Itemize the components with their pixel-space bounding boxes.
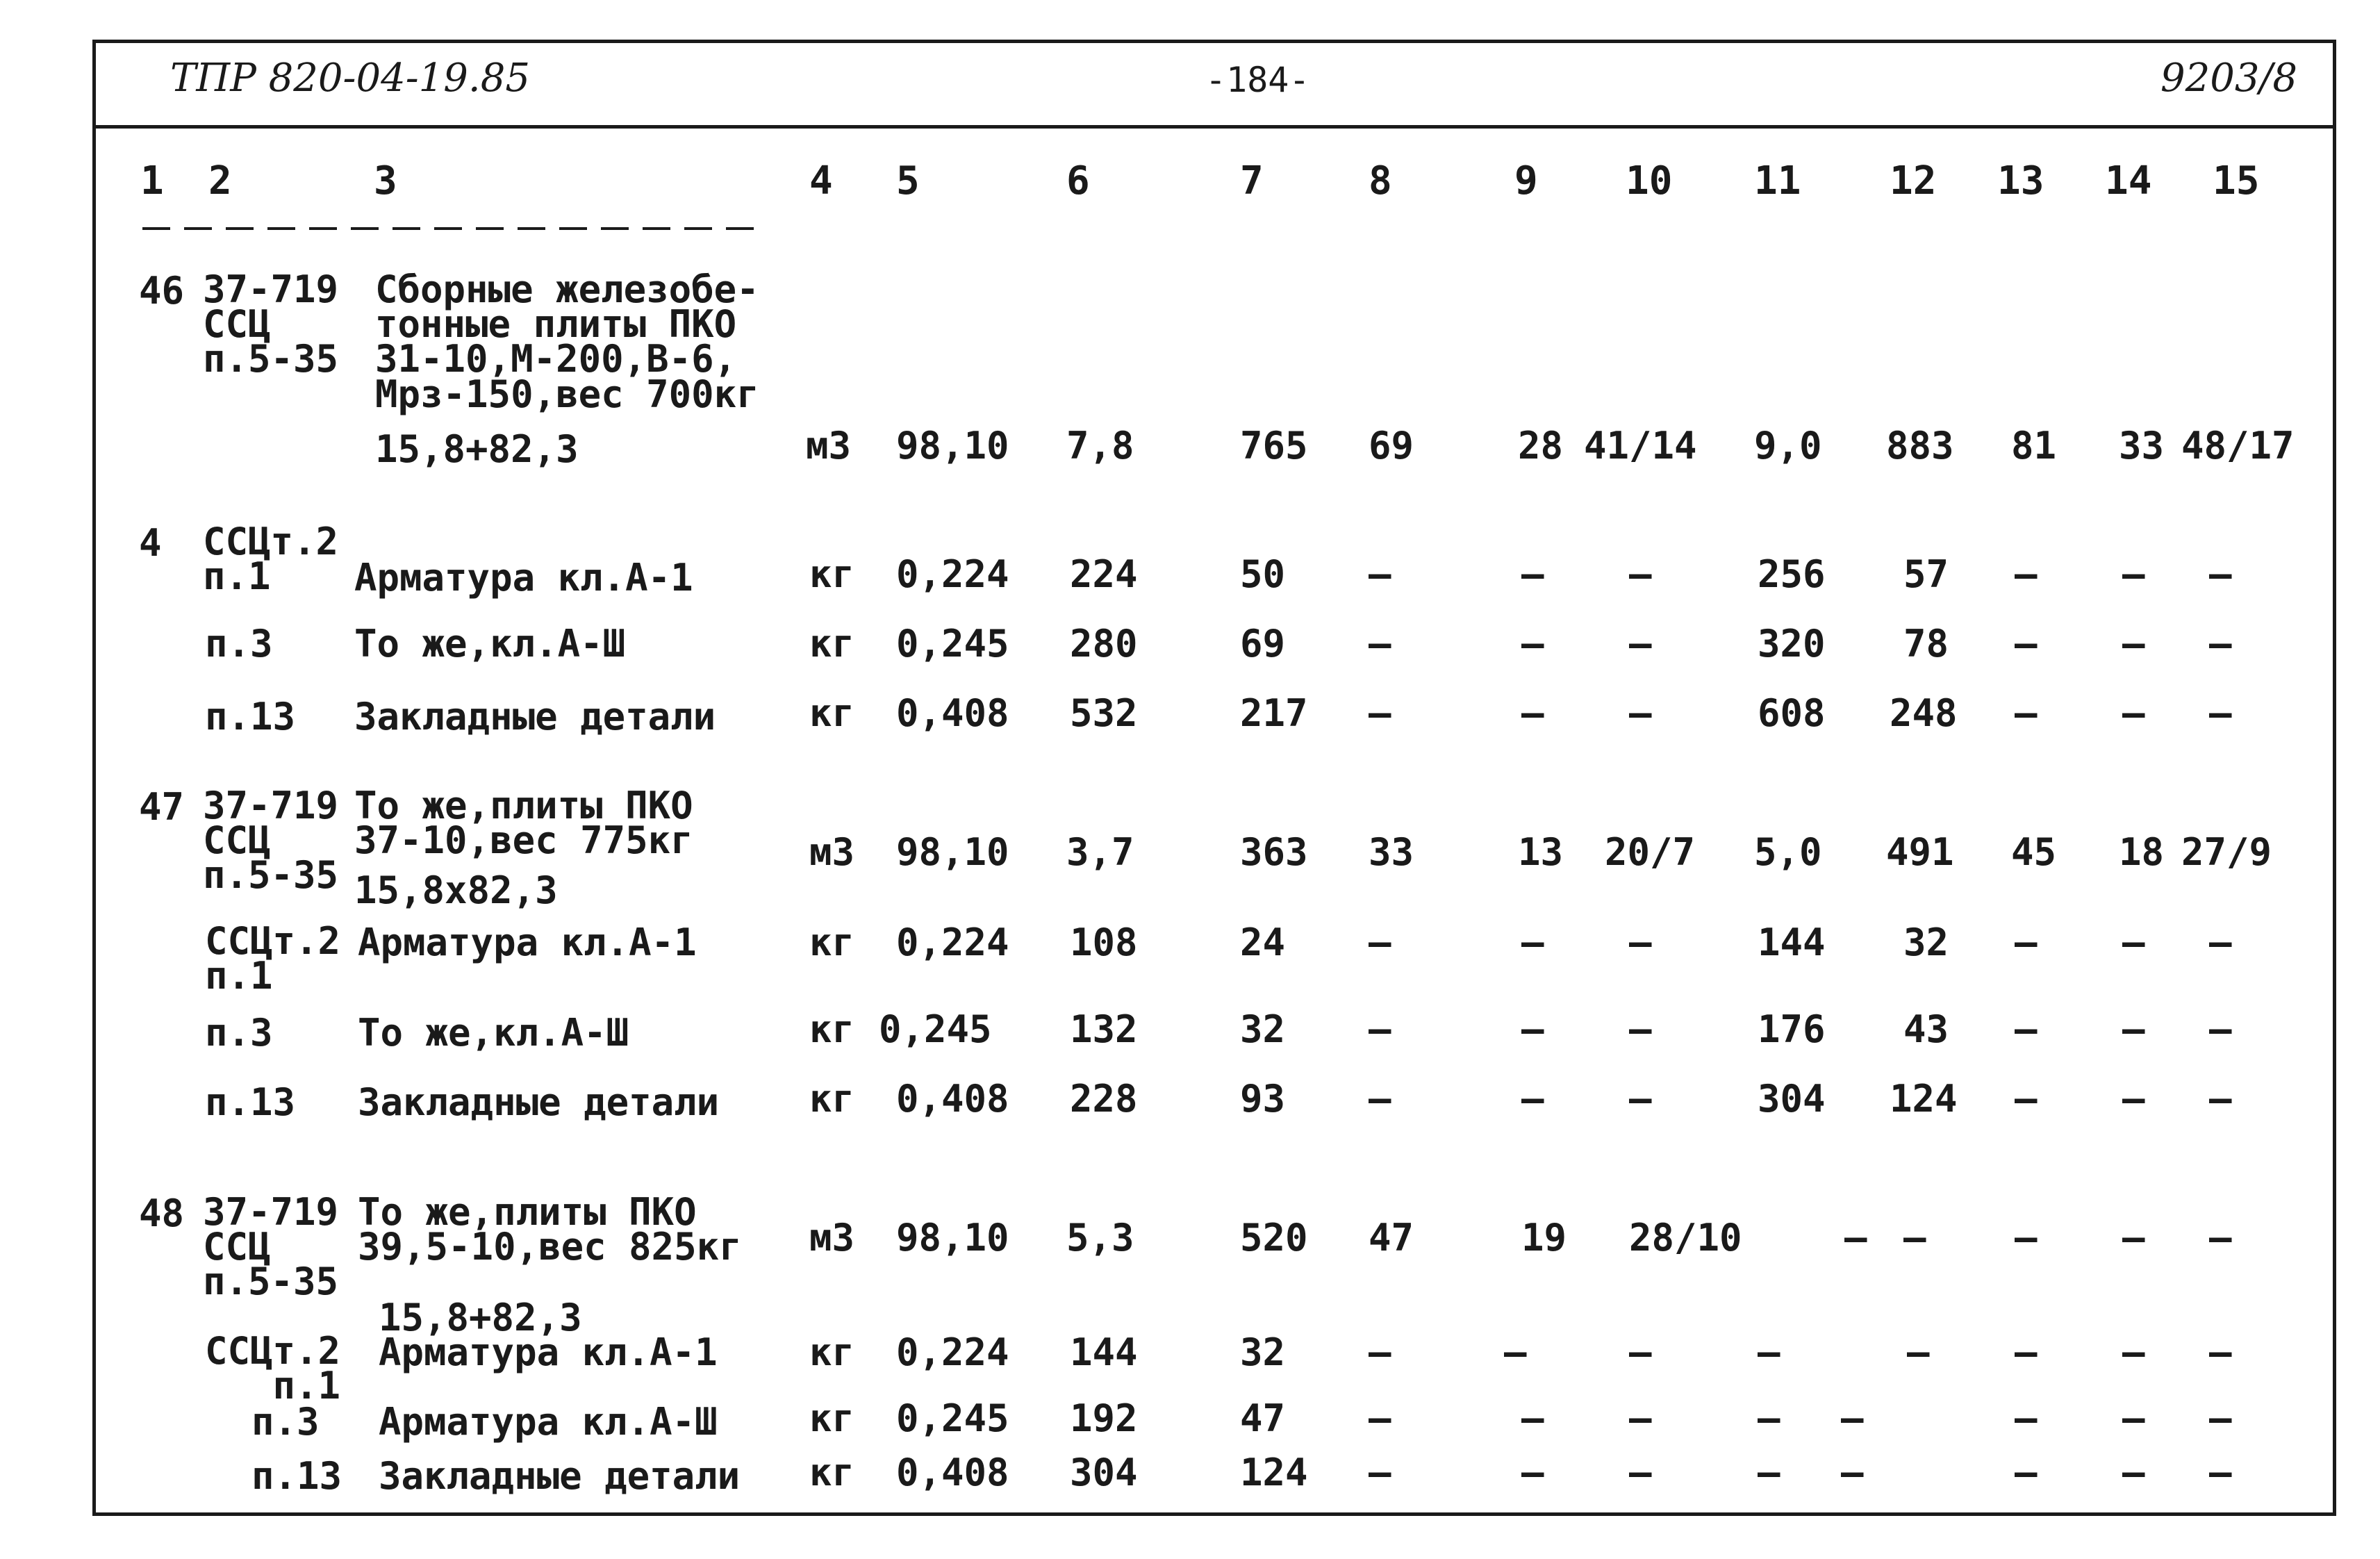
col-7-value: 363	[1240, 830, 1308, 874]
unit: м3	[809, 830, 855, 874]
col-10-value: –	[1629, 622, 1652, 666]
col-8-value: –	[1369, 552, 1391, 596]
col-7-value: 217	[1240, 691, 1308, 735]
page-frame	[92, 40, 2336, 1516]
norm-code: 37-719 ССЦ п.5-35	[203, 784, 339, 898]
item-description: Сборные железобе- тонные плиты ПКО 31-10,М-200,В-6, Мрз-150,вес 700кг	[375, 267, 759, 416]
col-12-value: 57	[1903, 552, 1949, 596]
col-15-value: 27/9	[2181, 830, 2272, 874]
column-header-separator	[142, 227, 754, 230]
col-9-value: –	[1521, 622, 1544, 666]
col-14-value: 33	[2119, 424, 2165, 468]
item-description: То же,кл.А-Ш	[358, 1011, 629, 1055]
col-6-value: 224	[1070, 552, 1138, 596]
item-description: Закладные детали	[354, 695, 716, 739]
col-13-value: 45	[2011, 830, 2057, 874]
col-6-value: 192	[1070, 1396, 1138, 1440]
unit: кг	[809, 1077, 855, 1121]
col-6-value: 228	[1070, 1077, 1138, 1121]
col-9-value: –	[1521, 1007, 1544, 1051]
col-6-value: 7,8	[1066, 424, 1134, 468]
document-code: ТПР 820-04-19.85	[170, 56, 530, 101]
column-number: 3	[374, 158, 397, 204]
col-5-value: 0,245	[879, 1007, 992, 1051]
col-6-value: 108	[1070, 921, 1138, 964]
col-12-value: –	[1841, 1396, 1864, 1440]
col-14-value: –	[2122, 622, 2145, 666]
norm-code: ССЦт.2 п.1	[203, 520, 339, 599]
col-12-value: 43	[1903, 1007, 1949, 1051]
norm-code: п.13	[205, 1080, 296, 1124]
item-dimensions: 15,8х82,3	[354, 868, 558, 912]
item-description: То же,плиты ПКО 37-10,вес 775кг	[354, 784, 693, 863]
col-9-value: –	[1521, 1396, 1544, 1440]
col-11-value: 9,0	[1754, 424, 1822, 468]
col-6-value: 280	[1070, 622, 1138, 666]
col-11-value: 144	[1758, 921, 1826, 964]
column-number: 12	[1890, 158, 1937, 204]
col-9-value: –	[1521, 1077, 1544, 1121]
col-13-value: –	[2015, 1451, 2038, 1494]
col-11-value: 304	[1758, 1077, 1826, 1121]
col-14-value: –	[2122, 1216, 2145, 1260]
unit: м3	[809, 1216, 855, 1260]
col-9-value: 13	[1518, 830, 1564, 874]
col-13-value: –	[2015, 1007, 2038, 1051]
item-description: Арматура кл.А-1	[358, 921, 697, 964]
col-8-value: –	[1369, 1396, 1391, 1440]
row-number: 4	[139, 521, 162, 565]
col-11-value: –	[1758, 1451, 1780, 1494]
item-description: Закладные детали	[379, 1454, 741, 1498]
col-13-value: –	[2015, 1396, 2038, 1440]
col-10-value: –	[1629, 552, 1652, 596]
col-10-value: 41/14	[1584, 424, 1697, 468]
row-number: 47	[139, 785, 185, 829]
norm-code: 37-719 ССЦ п.5-35	[203, 1190, 339, 1304]
row-number: 46	[139, 269, 185, 313]
col-11-value: 176	[1758, 1007, 1826, 1051]
col-5-value: 98,10	[896, 830, 1009, 874]
col-10-value: –	[1629, 1007, 1652, 1051]
norm-code: п.13	[251, 1454, 342, 1498]
col-9-value: –	[1521, 691, 1544, 735]
col-9-value: –	[1521, 552, 1544, 596]
norm-code: ССЦт.2 п.1	[205, 919, 341, 998]
col-14-value: –	[2122, 921, 2145, 964]
col-10-value: 20/7	[1605, 830, 1696, 874]
col-5-value: 98,10	[896, 424, 1009, 468]
col-5-value: 0,245	[896, 1396, 1009, 1440]
col-7-value: 32	[1240, 1007, 1286, 1051]
col-14-value: –	[2122, 1451, 2145, 1494]
col-14-value: –	[2122, 1330, 2145, 1374]
column-number: 6	[1066, 158, 1090, 204]
col-6-value: 304	[1070, 1451, 1138, 1494]
unit: кг	[809, 1330, 855, 1374]
column-number: 5	[896, 158, 920, 204]
col-15-value: –	[2209, 1216, 2232, 1260]
norm-code: п.3	[205, 1011, 273, 1055]
col-15-value: –	[2209, 1330, 2232, 1374]
column-number: 10	[1626, 158, 1673, 204]
col-5-value: 0,245	[896, 622, 1009, 666]
item-description: То же,кл.А-Ш	[354, 622, 626, 666]
col-10-value: –	[1629, 921, 1652, 964]
col-6-value: 144	[1070, 1330, 1138, 1374]
col-13-value: –	[2015, 691, 2038, 735]
column-number: 15	[2213, 158, 2260, 204]
item-description: Арматура кл.А-Ш	[379, 1400, 718, 1444]
col-7-value: 93	[1240, 1077, 1286, 1121]
item-dimensions: 15,8+82,3	[375, 427, 579, 471]
col-11-value: 5,0	[1754, 830, 1822, 874]
col-9-value: –	[1504, 1330, 1527, 1374]
col-15-value: –	[2209, 1007, 2232, 1051]
col-7-value: 32	[1240, 1330, 1286, 1374]
col-5-value: 0,224	[896, 552, 1009, 596]
col-5-value: 0,408	[896, 1077, 1009, 1121]
unit: кг	[809, 1007, 855, 1051]
col-15-value: –	[2209, 921, 2232, 964]
col-11-value: 256	[1758, 552, 1826, 596]
unit: кг	[809, 622, 855, 666]
col-5-value: 0,224	[896, 921, 1009, 964]
col-13-value: –	[2015, 1077, 2038, 1121]
col-8-value: 33	[1369, 830, 1414, 874]
col-6-value: 5,3	[1066, 1216, 1134, 1260]
col-10-value: –	[1629, 1330, 1652, 1374]
unit: кг	[809, 1396, 855, 1440]
col-13-value: –	[2015, 1216, 2038, 1260]
unit: кг	[809, 552, 855, 596]
col-12-value: 32	[1903, 921, 1949, 964]
col-10-value: –	[1629, 1077, 1652, 1121]
col-12-value: –	[1907, 1330, 1930, 1374]
col-6-value: 132	[1070, 1007, 1138, 1051]
col-5-value: 0,408	[896, 691, 1009, 735]
col-12-value: –	[1903, 1216, 1926, 1260]
col-11-value: 320	[1758, 622, 1826, 666]
col-15-value: –	[2209, 1396, 2232, 1440]
col-14-value: 18	[2119, 830, 2165, 874]
unit: м3	[806, 424, 852, 468]
col-5-value: 0,224	[896, 1330, 1009, 1374]
col-12-value: 78	[1903, 622, 1949, 666]
item-description: Закладные детали	[358, 1080, 720, 1124]
row-number: 48	[139, 1191, 185, 1235]
col-13-value: –	[2015, 921, 2038, 964]
norm-code: п.3	[205, 622, 273, 666]
col-7-value: 520	[1240, 1216, 1308, 1260]
item-description: То же,плиты ПКО 39,5-10,вес 825кг	[358, 1190, 742, 1269]
col-9-value: –	[1521, 921, 1544, 964]
col-12-value: 491	[1886, 830, 1954, 874]
col-5-value: 0,408	[896, 1451, 1009, 1494]
column-number: 13	[1997, 158, 2044, 204]
item-description: Арматура кл.А-1	[379, 1330, 718, 1374]
unit: кг	[809, 691, 855, 735]
column-number: 1	[140, 158, 164, 204]
col-13-value: 81	[2011, 424, 2057, 468]
col-14-value: –	[2122, 1077, 2145, 1121]
col-14-value: –	[2122, 691, 2145, 735]
col-8-value: –	[1369, 1330, 1391, 1374]
norm-code: п.3	[251, 1400, 320, 1444]
col-7-value: 69	[1240, 622, 1286, 666]
sheet-number: 9203/8	[2160, 56, 2298, 101]
column-number: 8	[1369, 158, 1392, 204]
col-10-value: –	[1629, 1451, 1652, 1494]
col-7-value: 124	[1240, 1451, 1308, 1494]
col-13-value: –	[2015, 1330, 2038, 1374]
col-8-value: –	[1369, 921, 1391, 964]
header-divider	[92, 125, 2336, 129]
col-12-value: 124	[1890, 1077, 1958, 1121]
col-10-value: –	[1629, 1396, 1652, 1440]
column-number: 7	[1240, 158, 1264, 204]
col-15-value: 48/17	[2181, 424, 2295, 468]
col-15-value: –	[2209, 622, 2232, 666]
col-11-value: –	[1758, 1396, 1780, 1440]
norm-code: 37-719 ССЦ п.5-35	[203, 267, 339, 381]
norm-code: ССЦт.2 п.1	[205, 1329, 341, 1408]
col-8-value: 69	[1369, 424, 1414, 468]
col-12-value: 248	[1890, 691, 1958, 735]
col-8-value: –	[1369, 691, 1391, 735]
col-13-value: –	[2015, 622, 2038, 666]
column-number: 2	[208, 158, 232, 204]
col-15-value: –	[2209, 552, 2232, 596]
col-6-value: 3,7	[1066, 830, 1134, 874]
column-number: 14	[2105, 158, 2152, 204]
col-9-value: –	[1521, 1451, 1544, 1494]
column-number: 4	[809, 158, 833, 204]
col-5-value: 98,10	[896, 1216, 1009, 1260]
col-8-value: –	[1369, 1451, 1391, 1494]
col-12-value: 883	[1886, 424, 1954, 468]
col-6-value: 532	[1070, 691, 1138, 735]
col-14-value: –	[2122, 1007, 2145, 1051]
unit: кг	[809, 1451, 855, 1494]
column-number: 11	[1754, 158, 1801, 204]
col-10-value: 28/10	[1629, 1216, 1742, 1260]
col-11-value: 608	[1758, 691, 1826, 735]
col-12-value: –	[1841, 1451, 1864, 1494]
col-14-value: –	[2122, 1396, 2145, 1440]
col-9-value: 28	[1518, 424, 1564, 468]
col-11-value: –	[1844, 1216, 1867, 1260]
col-13-value: –	[2015, 552, 2038, 596]
col-7-value: 24	[1240, 921, 1286, 964]
unit: кг	[809, 921, 855, 964]
col-8-value: –	[1369, 1077, 1391, 1121]
col-8-value: 47	[1369, 1216, 1414, 1260]
col-8-value: –	[1369, 1007, 1391, 1051]
col-15-value: –	[2209, 1451, 2232, 1494]
col-14-value: –	[2122, 552, 2145, 596]
item-dimensions: 15,8+82,3	[379, 1296, 582, 1339]
col-7-value: 765	[1240, 424, 1308, 468]
page-number: -184-	[1205, 60, 1310, 100]
col-10-value: –	[1629, 691, 1652, 735]
col-7-value: 50	[1240, 552, 1286, 596]
col-15-value: –	[2209, 691, 2232, 735]
col-11-value: –	[1758, 1330, 1780, 1374]
col-8-value: –	[1369, 622, 1391, 666]
norm-code: п.13	[205, 695, 296, 739]
col-15-value: –	[2209, 1077, 2232, 1121]
col-7-value: 47	[1240, 1396, 1286, 1440]
item-description: Арматура кл.А-1	[354, 556, 693, 600]
column-number: 9	[1514, 158, 1538, 204]
col-9-value: 19	[1521, 1216, 1567, 1260]
